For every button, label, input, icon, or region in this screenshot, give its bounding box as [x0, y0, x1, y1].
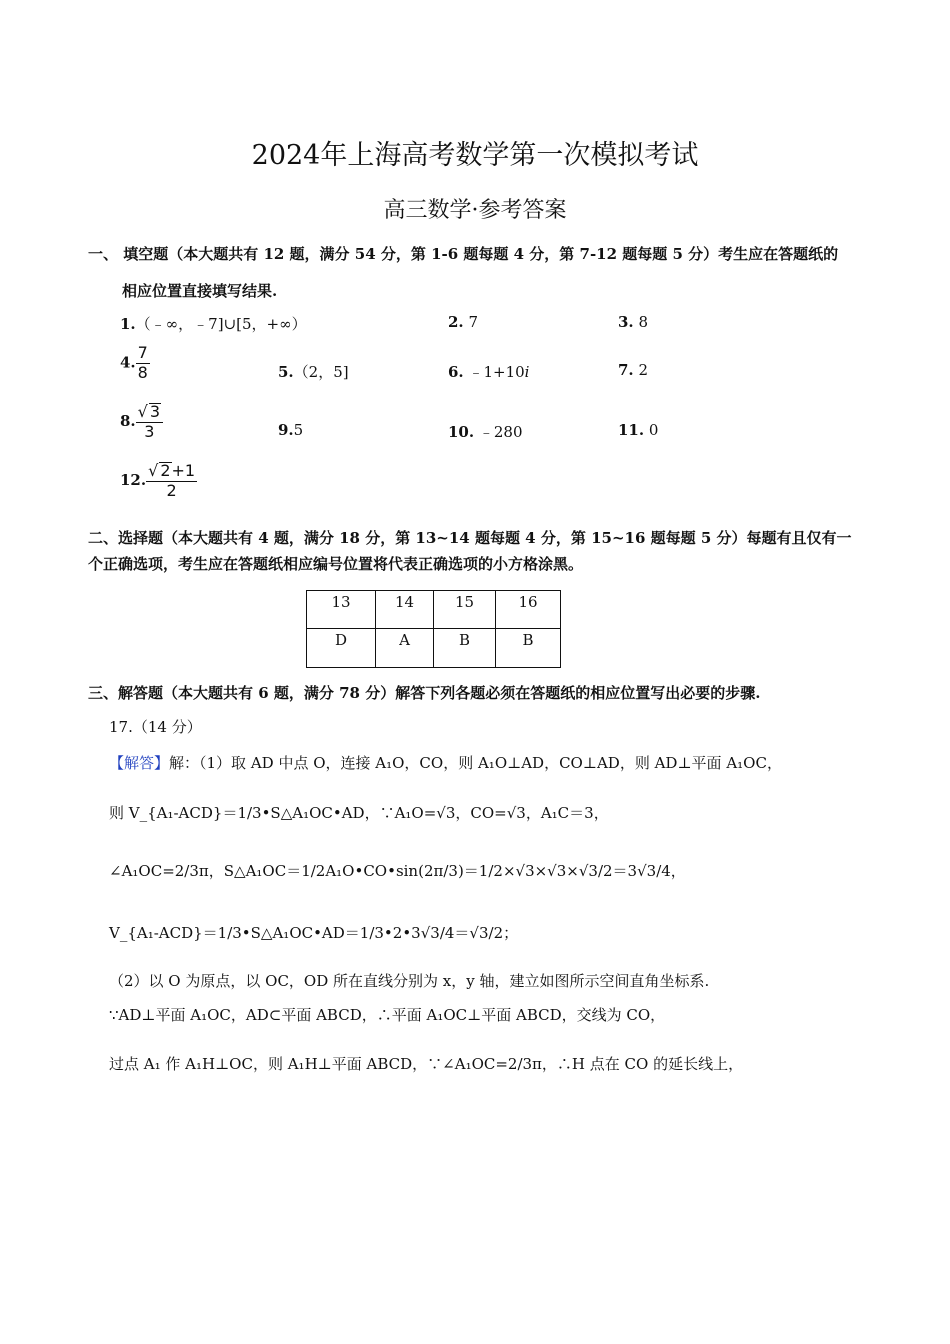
answer-12: 12. $\frac{√ 2+1}{2}$ — [120, 461, 196, 500]
choice-answer-table — [306, 590, 561, 668]
fraction: $\frac{√ 2+1}{2}$ — [148, 461, 196, 500]
table-cell: B — [496, 629, 561, 668]
table-cell: 13 — [307, 591, 376, 629]
solution-line-5: （2）以 O 为原点，以 OC，OD 所在直线分别为 x，y 轴，建立如图所示空间直角坐标系. — [109, 972, 710, 990]
table-header-row — [307, 591, 561, 629]
table-cell: 14 — [376, 591, 434, 629]
fraction: $\frac{7}{8}$ — [137, 343, 148, 382]
page-subtitle: 高三数学·参考答案 — [383, 198, 567, 223]
answer-5: 5.（2，5] — [278, 363, 349, 381]
answer-1: 1.（﹣∞，﹣7]∪[5，+∞） — [120, 315, 307, 333]
question-17-label: 17.（14 分） — [109, 718, 202, 736]
solution-line-1: 【解答】解：（1）取 AD 中点 O，连接 A₁O，CO，则 A₁O⊥AD，CO⊥AD，则 AD⊥平面 A₁OC， — [109, 754, 782, 772]
solution-line-4: V_{A₁-ACD}＝1/3•S△A₁OC•AD＝1/3•2•3√3/4＝√3/2； — [109, 924, 519, 942]
answer-6: 6. ﹣1+10i — [448, 363, 530, 381]
table-cell: A — [376, 629, 434, 668]
answer-3: 3. 8 — [618, 313, 648, 331]
answer-7: 7. 2 — [618, 361, 648, 379]
solution-line-2: 则 V_{A₁-ACD}＝1/3•S△A₁OC•AD，∵A₁O=√3，CO=√3，A₁C＝3， — [109, 804, 609, 822]
page-title: 2024年上海高考数学第一次模拟考试 — [251, 140, 699, 171]
solution-line-3: ∠A₁OC=2/3π，S△A₁OC＝1/2A₁O•CO•sin(2π/3)＝1/2×√3×√3×√3/2＝3√3/4， — [109, 862, 686, 880]
answer-9: 9.5 — [278, 421, 304, 439]
answer-2: 2. 7 — [448, 313, 478, 331]
table-cell: 16 — [496, 591, 561, 629]
section2-heading-line2: 个正确选项，考生应在答题纸相应编号位置将代表正确选项的小方格涂黑。 — [88, 555, 584, 573]
answer-11: 11. 0 — [618, 421, 659, 439]
table-cell: B — [434, 629, 496, 668]
solution-line-7: 过点 A₁ 作 A₁H⊥OC，则 A₁H⊥平面 ABCD，∵∠A₁OC=2/3π，∴H 点在 CO 的延长线上， — [109, 1055, 744, 1073]
table-cell: D — [307, 629, 376, 668]
table-cell: 15 — [434, 591, 496, 629]
fraction: $\frac{√ 3}{3}$ — [136, 403, 163, 441]
section3-heading: 三、解答题（本大题共有 6 题，满分 78 分）解答下列各题必须在答题纸的相应位置写出必要的步骤. — [88, 684, 761, 702]
section2-heading-line1: 二、选择题（本大题共有 4 题，满分 18 分，第 13~14 题每题 4 分，第 15~16 题每题 5 分）每题有且仅有一 — [88, 529, 852, 547]
answer-10: 10. ﹣280 — [448, 423, 523, 441]
table-row — [307, 629, 561, 668]
section1-heading-line2: 相应位置直接填写结果. — [122, 282, 278, 300]
solution-line-6: ∵AD⊥平面 A₁OC，AD⊂平面 ABCD，∴平面 A₁OC⊥平面 ABCD，交线为 CO， — [109, 1006, 666, 1024]
answer-tag: 【解答】 — [109, 754, 170, 772]
section1-heading-line1: 一、 填空题（本大题共有 12 题，满分 54 分，第 1-6 题每题 4 分，第 7-12 题每题 5 分）考生应在答题纸的 — [88, 245, 839, 263]
answer-8: 8. $\frac{√ 3}{3}$ — [120, 403, 163, 441]
answer-4: 4. $\frac{7}{8}$ — [120, 343, 148, 382]
